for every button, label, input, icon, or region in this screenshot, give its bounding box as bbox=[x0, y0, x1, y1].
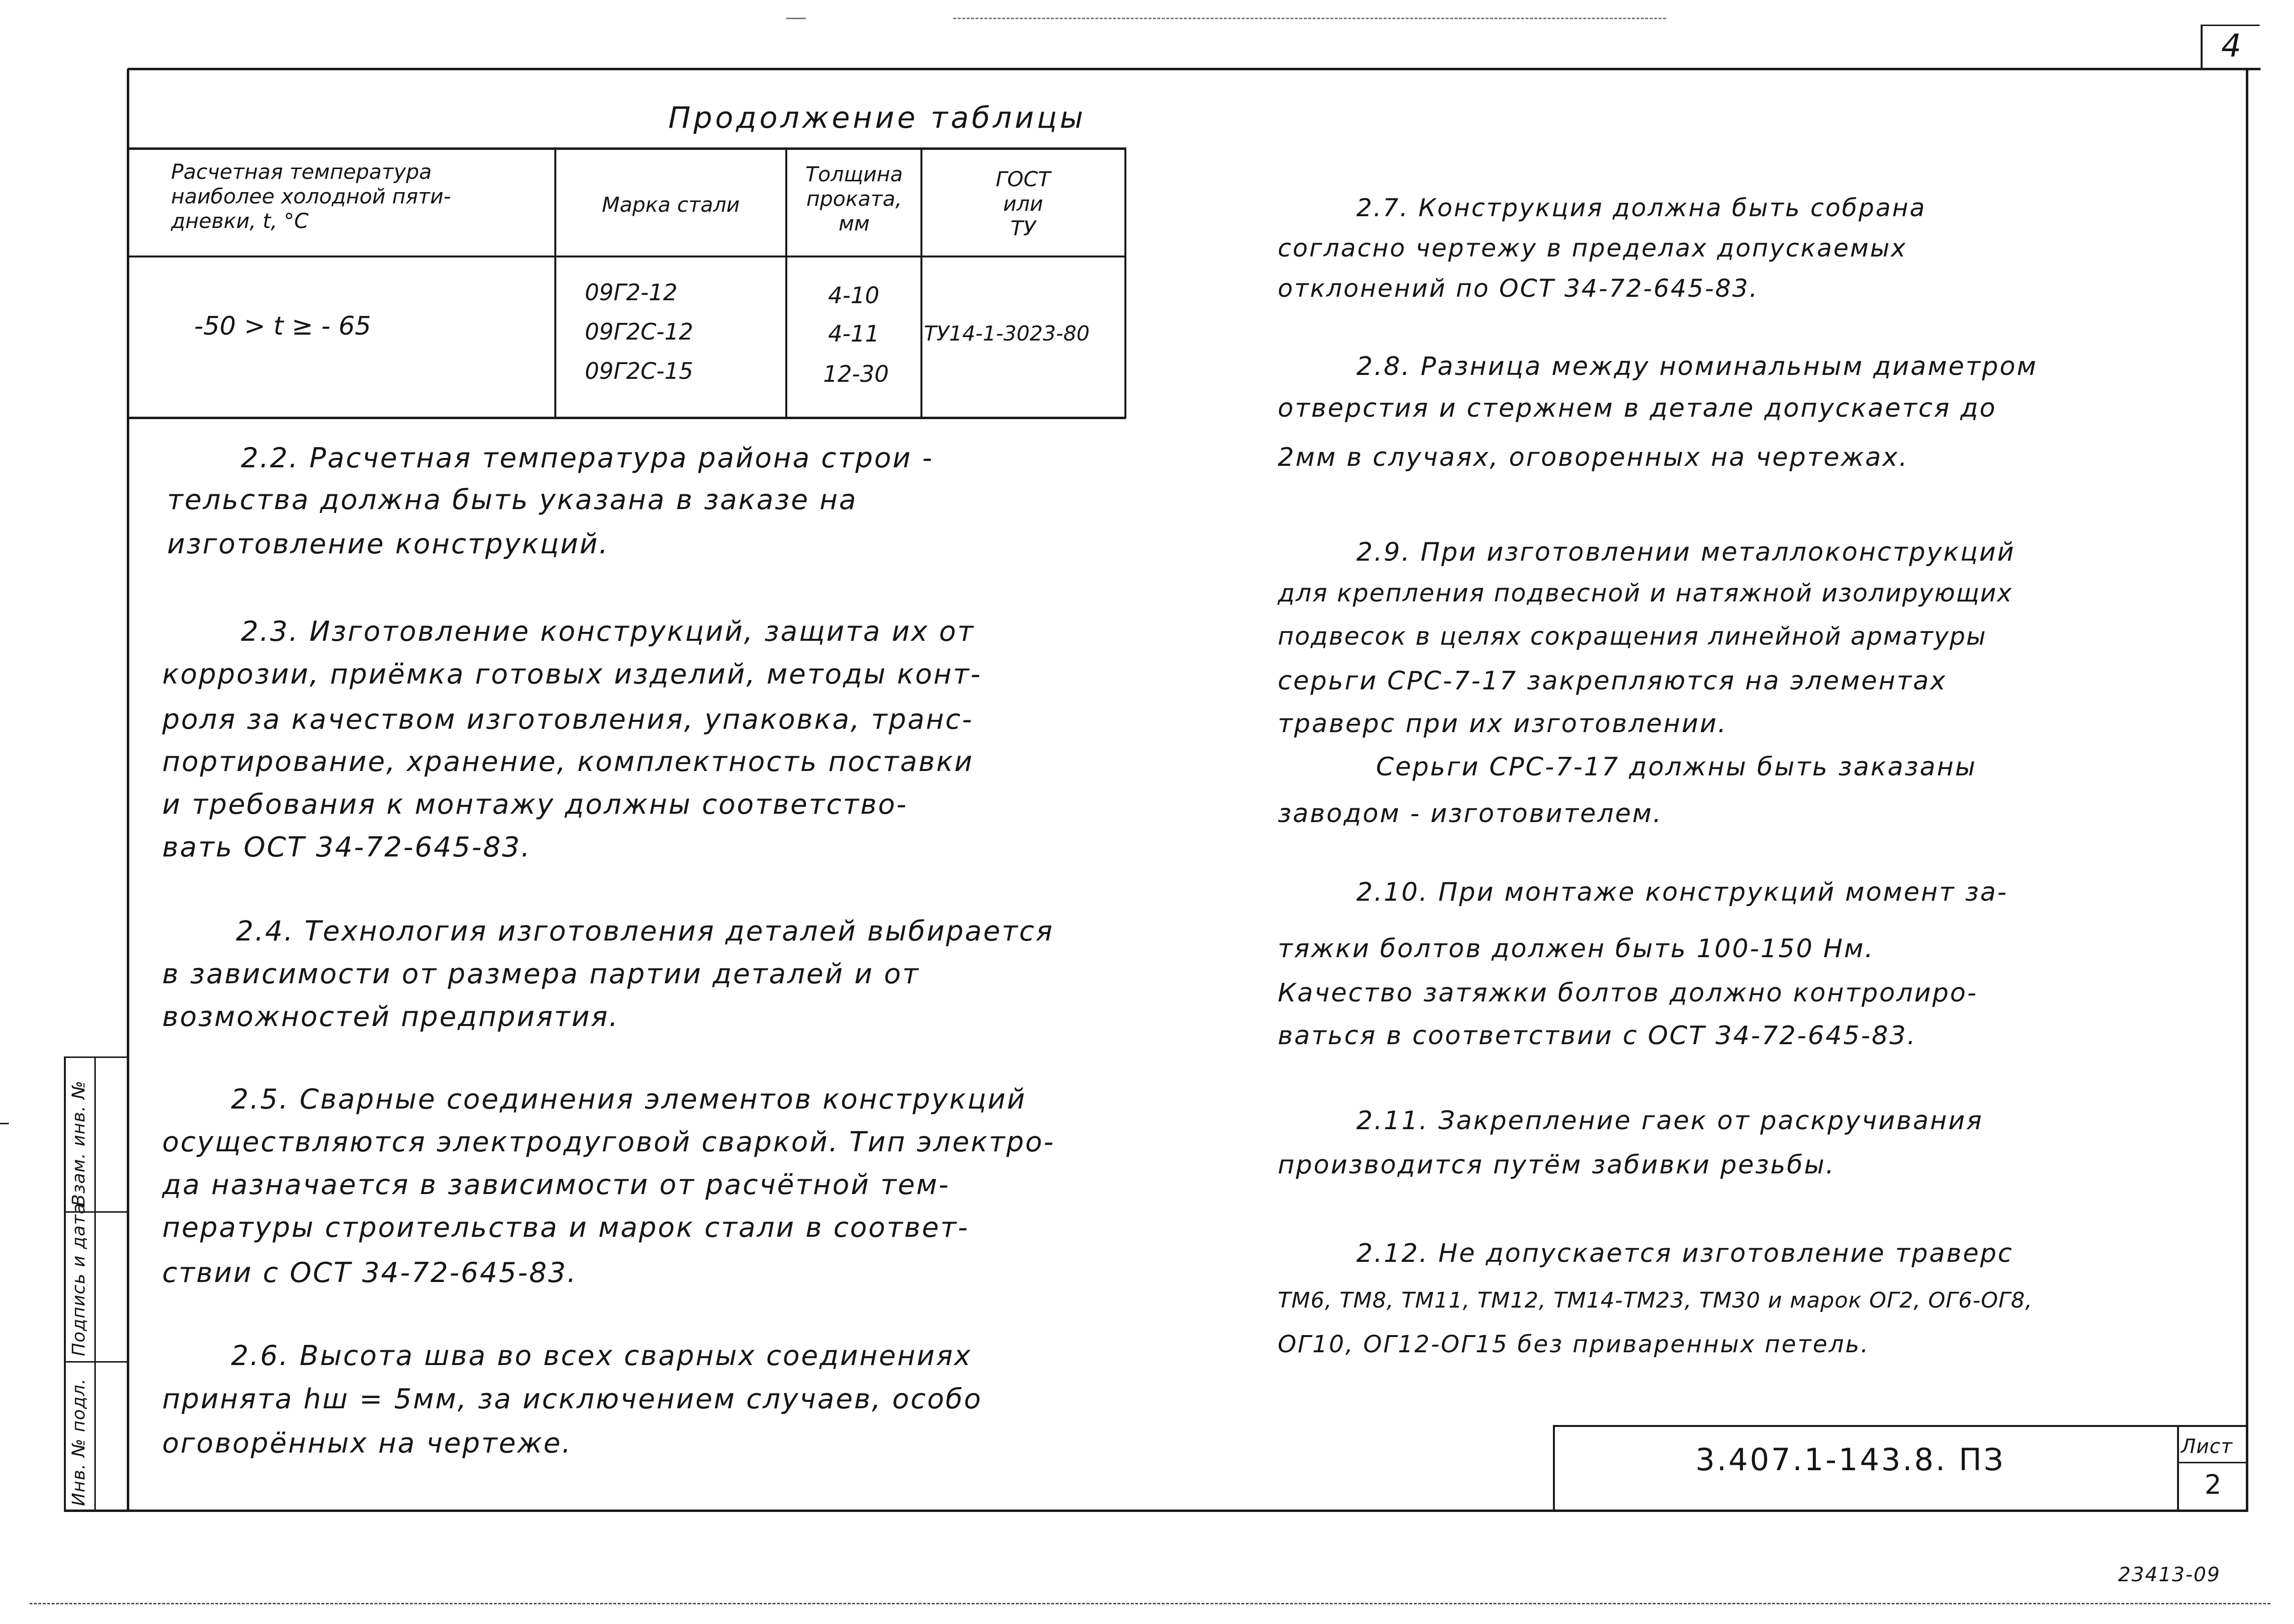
left-line: коррозии, приёмка готовых изделий, методы конт- bbox=[162, 658, 982, 690]
header-gost-line-3: ТУ bbox=[1010, 216, 1036, 240]
header-gost-line-2: или bbox=[1003, 192, 1043, 216]
right-line: ваться в соответствии с ОСТ 34-72-645-83. bbox=[1278, 1021, 1917, 1051]
right-line: 2.8. Разница между номинальным диаметром bbox=[1356, 352, 2038, 381]
right-line: Серьги СРС-7-17 должны быть заказаны bbox=[1376, 752, 1977, 782]
frame-right bbox=[2246, 69, 2248, 1511]
left-line: да назначается в зависимости от расчётной тем- bbox=[162, 1169, 950, 1201]
right-line: серьги СРС-7-17 закрепляются на элементах bbox=[1278, 666, 1947, 696]
header-thickness-line-2: проката, bbox=[806, 187, 902, 211]
left-line: ствии с ОСТ 34-72-645-83. bbox=[162, 1257, 577, 1289]
left-line: 2.2. Расчетная температура района строи - bbox=[241, 442, 934, 474]
right-line: отверстия и стержнем в детале допускается до bbox=[1278, 394, 1997, 423]
table-top-line bbox=[129, 147, 1125, 150]
stamp-top-line bbox=[1553, 1425, 2247, 1427]
header-temperature-line-1: Расчетная температура bbox=[171, 160, 432, 184]
left-line: 2.4. Технология изготовления деталей выбирается bbox=[236, 915, 1054, 947]
table-bottom-line bbox=[129, 417, 1125, 419]
right-line: 2.9. При изготовлении металлоконструкций bbox=[1356, 538, 2015, 567]
side-stamp-signature: Подпись и дата bbox=[69, 1202, 89, 1356]
left-line: в зависимости от размера партии деталей и от bbox=[162, 958, 920, 990]
side-stamp-outer-line bbox=[64, 1056, 66, 1511]
right-line: 2.11. Закрепление гаек от раскручивания bbox=[1356, 1106, 1983, 1136]
header-thickness-line-1: Толщина bbox=[805, 162, 903, 186]
right-line: для крепления подвесной и натяжной изолирующих bbox=[1278, 579, 2013, 607]
side-stamp-inventory: Инв. № подл. bbox=[69, 1378, 89, 1506]
sheet-label: Лист bbox=[2181, 1435, 2233, 1458]
left-line: оговорённых на чертеже. bbox=[162, 1427, 573, 1459]
right-line: ТМ6, ТМ8, ТМ11, ТМ12, ТМ14-ТМ23, ТМ30 и марок ОГ2, ОГ6-ОГ8, bbox=[1278, 1288, 2033, 1313]
table-col1-line bbox=[554, 147, 556, 419]
table-caption: Продолжение таблицы bbox=[668, 101, 1086, 135]
row-temperature: -50 > t ≥ - 65 bbox=[194, 312, 372, 341]
left-line: роля за качеством изготовления, упаковка, транс- bbox=[162, 704, 974, 736]
header-steel: Марка стали bbox=[602, 193, 740, 217]
header-temperature bbox=[132, 160, 554, 233]
right-line: тяжки болтов должен быть 100-150 Нм. bbox=[1278, 934, 1875, 964]
right-line: согласно чертежу в пределах допускаемых bbox=[1278, 234, 1907, 262]
left-line: изготовление конструкций. bbox=[167, 528, 609, 560]
steel-grade: 09Г2С-15 bbox=[585, 358, 693, 384]
header-gost bbox=[922, 167, 1124, 241]
sheet-number: 2 bbox=[2205, 1469, 2223, 1500]
corner-box-left bbox=[2201, 25, 2203, 70]
left-line: 2.3. Изготовление конструкций, защита их от bbox=[241, 616, 975, 648]
left-line: вать ОСТ 34-72-645-83. bbox=[162, 831, 532, 863]
steel-grade: 09Г2С-12 bbox=[585, 318, 693, 345]
thickness-range: 4-11 bbox=[828, 320, 880, 347]
gost-value: ТУ14-1-3023-80 bbox=[924, 321, 1090, 345]
right-line: 2.12. Не допускается изготовление траверс bbox=[1356, 1239, 2013, 1268]
sheet-corner-number: 4 bbox=[2221, 28, 2243, 64]
left-line: 2.5. Сварные соединения элементов конструкций bbox=[231, 1083, 1027, 1115]
side-stamp-inner-line bbox=[94, 1056, 96, 1511]
header-thickness bbox=[787, 162, 921, 236]
right-line: 2.10. При монтаже конструкций момент за- bbox=[1356, 878, 2008, 907]
header-thickness-line-3: мм bbox=[838, 211, 870, 235]
steel-grade: 09Г2-12 bbox=[585, 279, 678, 306]
left-margin-tick bbox=[0, 1123, 9, 1124]
left-line: возможностей предприятия. bbox=[162, 1001, 620, 1033]
table-header-line bbox=[129, 256, 1125, 257]
frame-top bbox=[128, 68, 2261, 70]
thickness-range: 4-10 bbox=[828, 282, 880, 309]
right-line: заводом - изготовителем. bbox=[1278, 799, 1663, 828]
left-line: осуществляются электродуговой сваркой. Тип электро- bbox=[162, 1126, 1055, 1158]
top-dash-line-2 bbox=[786, 18, 806, 19]
header-gost-line-1: ГОСТ bbox=[996, 167, 1051, 191]
archive-number: 23413-09 bbox=[2118, 1564, 2221, 1586]
right-line: подвесок в целях сокращения линейной арматуры bbox=[1278, 622, 1987, 651]
side-stamp-divider-2 bbox=[64, 1361, 128, 1363]
right-line: траверс при их изготовлении. bbox=[1278, 709, 1728, 739]
right-line: ОГ10, ОГ12-ОГ15 без приваренных петель. bbox=[1278, 1331, 1870, 1358]
right-line: производится путём забивки резьбы. bbox=[1278, 1150, 1835, 1180]
thickness-range: 12-30 bbox=[823, 361, 889, 387]
header-temperature-line-3: дневки, t, °C bbox=[171, 209, 309, 233]
document-code: 3.407.1-143.8. ПЗ bbox=[1695, 1442, 2006, 1478]
right-line: 2.7. Конструкция должна быть собрана bbox=[1356, 194, 1926, 222]
frame-bottom bbox=[64, 1510, 2248, 1512]
left-line: тельства должна быть указана в заказе на bbox=[167, 484, 858, 516]
left-line: 2.6. Высота шва во всех сварных соединениях bbox=[231, 1340, 972, 1372]
left-line: и требования к монтажу должны соответство- bbox=[162, 789, 908, 821]
stamp-sheet-divider bbox=[2177, 1425, 2179, 1510]
bottom-dash-line bbox=[29, 1603, 2270, 1604]
left-line: портирование, хранение, комплектность поставки bbox=[162, 746, 974, 778]
left-line: пературы строительства и марок стали в соответ- bbox=[162, 1212, 970, 1244]
table-right-line bbox=[1124, 147, 1126, 419]
right-line: 2мм в случаях, оговоренных на чертежах. bbox=[1278, 443, 1909, 472]
left-line: принята hш = 5мм, за исключением случаев, особо bbox=[162, 1383, 982, 1415]
side-stamp-top-line bbox=[64, 1056, 128, 1058]
header-temperature-line-2: наиболее холодной пяти- bbox=[171, 184, 451, 208]
corner-box-top bbox=[2201, 25, 2260, 26]
side-stamp-replacement: Взам. инв. № bbox=[69, 1080, 89, 1206]
frame-left bbox=[127, 69, 129, 1511]
stamp-left-line bbox=[1553, 1425, 1555, 1510]
stamp-sheet-mid-line bbox=[2178, 1462, 2247, 1463]
right-line: отклонений по ОСТ 34-72-645-83. bbox=[1278, 274, 1759, 303]
top-dash-line bbox=[953, 18, 1666, 19]
right-line: Качество затяжки болтов должно контролиро- bbox=[1278, 978, 1978, 1008]
